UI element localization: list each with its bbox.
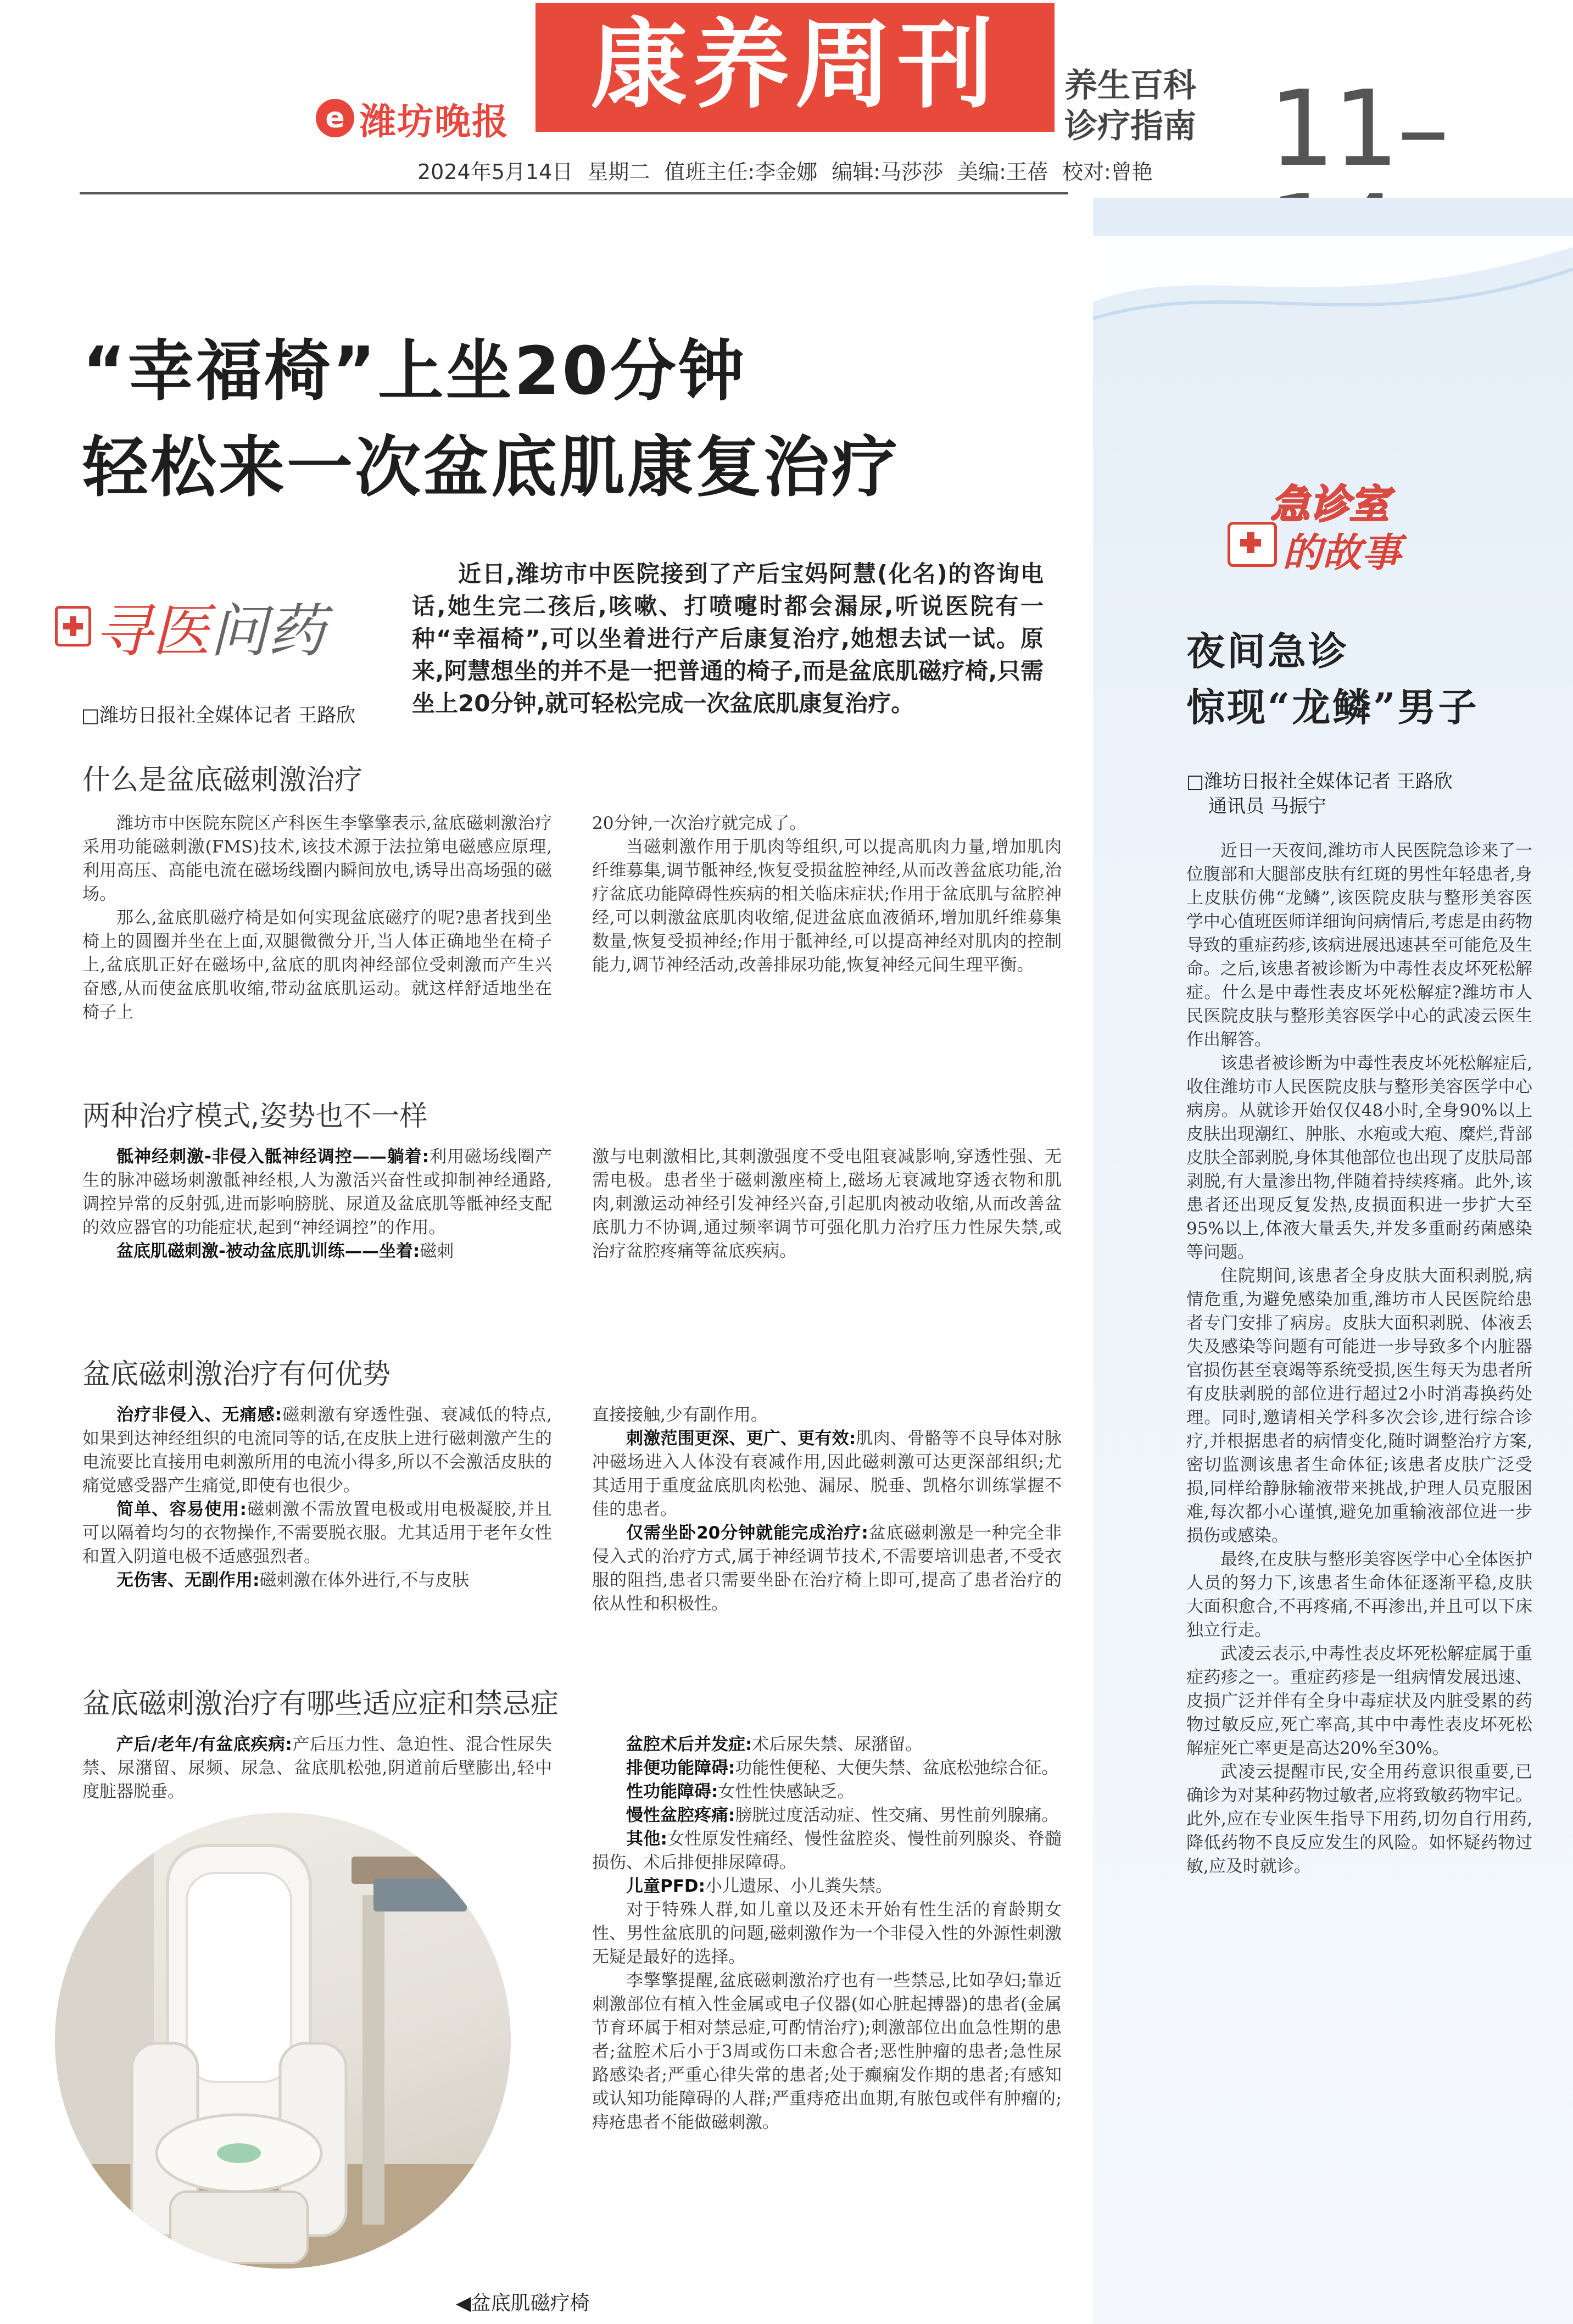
paragraph	[82, 1498, 552, 1569]
paragraph	[592, 1757, 1062, 1780]
paragraph-text: 盆底磁刺激是一种完全非侵入式的治疗方式,属于神经调节技术,不需要培训患者,不受衣服的阻挡,患者只需要坐卧在治疗椅上即可,提高了患者治疗的依从性和积极性。	[592, 1523, 1062, 1614]
bold-lead: 简单、容易使用:	[116, 1500, 247, 1519]
section-heading: 盆底磁刺激治疗有何优势	[82, 1358, 391, 1391]
section-4-right-column	[592, 1733, 1062, 2134]
column-tag-text-1: 急诊室	[1270, 481, 1390, 527]
paragraph	[592, 1733, 1062, 1757]
column-tag-text-2: 的故事	[1282, 530, 1402, 576]
paragraph	[592, 1780, 1062, 1804]
paragraph: 武凌云表示,中毒性表皮坏死松解症属于重症药疹之一。重症药疹是一组病情发展迅速、皮损广泛并伴有全身中毒症状及内脏受累的药物过敏反应,死亡率高,其中中毒性表皮坏死松解症死亡率更是高达20%至30%。	[1186, 1644, 1532, 1758]
bold-lead: 治疗非侵入、无痛感:	[116, 1405, 282, 1425]
section-3-left-column	[82, 1403, 552, 1592]
paragraph-text: 膀胱过度活动症、性交痛、男性前列腺痛。	[735, 1805, 1059, 1825]
date-editor-line: 2024年5月14日 星期二 值班主任:李金娜 编辑:马莎莎 美编:王蓓 校对:曾艳	[417, 160, 1153, 184]
paragraph-text: 女性性快感缺乏。	[718, 1782, 855, 1802]
section-subtitle-2: 诊疗指南	[1064, 107, 1196, 146]
side-byline-1: □潍坊日报社全媒体记者 王路欣	[1186, 771, 1453, 793]
paragraph-text: 术后尿失禁、尿潴留。	[752, 1735, 923, 1754]
section-1-left-column	[82, 812, 552, 1024]
paragraph-text: 小儿遗尿、小儿粪失禁。	[705, 1876, 893, 1896]
paragraph-text: 女性原发性痛经、慢性盆腔炎、慢性前列腺炎、脊髓损伤、术后排便排尿障碍。	[592, 1829, 1062, 1872]
paragraph: 最终,在皮肤与整形美容医学中心全体医护人员的努力下,该患者生命体征逐渐平稳,皮肤大面积愈合,不再疼痛,不再渗出,并且可以下床独立行走。	[1186, 1550, 1532, 1640]
wave-decoration	[1093, 236, 1573, 335]
masthead-divider	[80, 192, 1068, 194]
paragraph	[82, 1240, 552, 1263]
paragraph	[82, 1569, 552, 1592]
column-tag-jizhen	[1228, 472, 1480, 576]
bold-lead: 无伤害、无副作用:	[116, 1570, 260, 1590]
paragraph	[82, 1145, 552, 1240]
headline-line-2: 轻松来一次盆底肌康复治疗	[82, 430, 900, 506]
bold-lead: 仅需坐卧20分钟就能完成治疗:	[626, 1523, 868, 1543]
section-2-right-column	[592, 1145, 1062, 1263]
paragraph	[82, 1733, 552, 1804]
section-heading: 盆底磁刺激治疗有哪些适应症和禁忌症	[82, 1688, 559, 1720]
section-1-right-column	[592, 812, 1062, 977]
paragraph-text: 磁刺激在体外进行,不与皮肤	[259, 1570, 470, 1590]
section-title-box	[536, 3, 1055, 132]
bold-lead: 盆腔术后并发症:	[626, 1735, 752, 1754]
bold-lead: 儿童PFD:	[626, 1876, 706, 1896]
section-2-left-column	[82, 1145, 552, 1263]
paragraph-text: 肌肉、骨骼等不良导体对脉冲磁场进入人体没有衰减作用,因此磁刺激可达更深部组织;尤其适用于重度盆底肌肉松弛、漏尿、脱垂、凯格尔训练掌握不佳的患者。	[592, 1429, 1062, 1519]
side-title-line-1: 夜间急诊	[1186, 628, 1349, 674]
section-heading: 两种治疗模式,姿势也不一样	[82, 1100, 428, 1133]
paragraph-text: 利用磁场线圈产生的脉冲磁场刺激骶神经根,人为激活兴奋性或抑制神经通路,调控异常的反射弧,进而影响膀胱、尿道及盆底肌等骶神经支配的效应器官的功能症状,起到“神经调控”的作用。	[82, 1147, 553, 1238]
bold-lead: 产后/老年/有盆底疾病:	[116, 1735, 292, 1754]
paragraph-text: 产后压力性、急迫性、混合性尿失禁、尿潴留、尿频、尿急、盆底肌松弛,阴道前后壁膨出,轻中度脏器脱垂。	[82, 1735, 553, 1802]
side-title-line-2: 惊现“龙鳞”男子	[1186, 684, 1479, 730]
bold-lead: 骶神经刺激-非侵入骶神经调控——躺着:	[116, 1147, 429, 1167]
side-byline-2: 通讯员 马振宁	[1208, 795, 1326, 817]
headline-line-1: “幸福椅”上坐20分钟	[82, 333, 746, 410]
byline: □潍坊日报社全媒体记者 王路欣	[81, 705, 356, 727]
paragraph	[592, 1427, 1062, 1522]
e-logo-icon: e	[316, 99, 354, 137]
bold-lead: 排便功能障碍:	[626, 1758, 735, 1778]
paragraph: 当磁刺激作用于肌肉等组织,可以提高肌肉力量,增加肌肉纤维募集,调节骶神经,恢复受损盆腔神经,从而改善盆底功能,治疗盆底功能障碍性疾病的相关临床症状;作用于盆底肌与盆腔神经,可以刺激盆底肌肉收缩,促进盆底血液循环,增加肌纤维募集数量,恢复受损神经;作用于骶神经,可以提高神经对肌肉的控制能力,调节神经活动,改善排尿功能,恢复神经元间生理平衡。	[592, 837, 1062, 975]
section-3-right-column	[592, 1403, 1062, 1616]
page-range: 11–	[1269, 68, 1447, 190]
section-4-left-column	[82, 1733, 552, 1804]
paragraph	[592, 1827, 1062, 1875]
paragraph: 李擎擎提醒,盆底磁刺激治疗也有一些禁忌,比如孕妇;靠近刺激部位有植入性金属或电子仪器(如心脏起搏器)的患者(金属节育环属于相对禁忌症,可酌情治疗);刺激部位出血急性期的患者;盆腔术后小于3周或伤口未愈合者;恶性肿瘤的患者;急性尿路感染者;严重心律失常的患者;处于癫痫发作期的患者;有感知或认知功能障碍的人群;严重痔疮出血期,有脓包或伴有肿瘤的;痔疮患者不能做磁刺激。	[592, 1971, 1062, 2132]
paragraph: 住院期间,该患者全身皮肤大面积剥脱,病情危重,为避免感染加重,潍坊市人民医院给患者专门安排了病房。皮肤大面积剥脱、体液丢失及感染等问题有可能进一步导致多个内脏器官损伤甚至衰竭等系统受损,医生每天为患者所有皮肤剥脱的部位进行超过2小时消毒换药处理。同时,邀请相关学科多次会诊,进行综合诊疗,并根据患者的病情变化,随时调整治疗方案,密切监测该患者生命体征;该患者皮肤广泛受损,同样给静脉输液带来挑战,护理人员克服困难,每次都小心谨慎,避免加重输液部位进一步损伤或感染。	[1186, 1266, 1532, 1546]
paragraph-text: 磁刺激不需放置电极或用电极凝胶,并且可以隔着均匀的衣物操作,不需要脱衣服。尤其适用于老年女性和置入阴道电极不适感强烈者。	[82, 1500, 552, 1567]
treatment-chair-photo	[55, 1813, 511, 2269]
first-aid-kit-icon	[1228, 522, 1277, 567]
column-tag-xunyi	[55, 585, 325, 667]
paragraph: 近日一天夜间,潍坊市人民医院急诊来了一位腹部和大腿部皮肤有红斑的男性年轻患者,身上皮肤仿佛“龙鳞”,该医院皮肤与整形美容医学中心值班医师详细询问病情后,考虑是由药物导致的重症药疹,该病进展迅速甚至可能危及生命。之后,该患者被诊断为中毒性表皮坏死松解症。什么是中毒性表皮坏死松解症?潍坊市人民医院皮肤与整形美容医学中心的武凌云医生作出解答。	[1186, 841, 1532, 1050]
paragraph: 直接接触,少有副作用。	[592, 1405, 768, 1425]
side-article-body	[1186, 839, 1532, 1879]
paragraph: 武凌云提醒市民,安全用药意识很重要,已确诊为对某种药物过敏者,应将致敏药物牢记。此外,应在专业医生指导下用药,切勿自行用药,降低药物不良反应发生的风险。如怀疑药物过敏,应及时就诊。	[1186, 1762, 1532, 1876]
paragraph	[592, 1522, 1062, 1616]
paragraph: 对于特殊人群,如儿童以及还未开始有性生活的育龄期女性、男性盆底肌的问题,磁刺激作为一个非侵入性的外源性刺激无疑是最好的选择。	[592, 1900, 1062, 1967]
section-title: 康养周刊	[590, 8, 1000, 121]
paragraph: 潍坊市中医院东院区产科医生李擎擎表示,盆底磁刺激治疗采用功能磁刺激(FMS)技术,该技术源于法拉第电磁感应原理,利用高压、高能电流在磁场线圈内瞬间放电,诱导出高场强的磁场。	[82, 813, 552, 904]
section-subtitle-1: 养生百科	[1064, 66, 1196, 105]
paragraph: 20分钟,一次治疗就完成了。	[592, 813, 807, 833]
paragraph	[82, 1403, 552, 1498]
bold-lead: 其他:	[626, 1829, 667, 1849]
paragraph	[592, 1804, 1062, 1827]
column-tag-text-1: 寻医	[94, 597, 210, 665]
paragraph: 该患者被诊断为中毒性表皮坏死松解症后,收住潍坊市人民医院皮肤与整形美容医学中心病房。从就诊开始仅仅48小时,全身90%以上皮肤出现潮红、肿胀、水疱或大疱、糜烂,背部皮肤全部剥脱,身体其他部位也出现了皮肤局部剥脱,有大量渗出物,伴随着持续疼痛。此外,该患者还出现反复发热,皮损面积进一步扩大至95%以上,体液大量丢失,并发多重耐药菌感染等问题。	[1186, 1054, 1532, 1262]
bold-lead: 刺激范围更深、更广、更有效:	[626, 1429, 856, 1448]
paragraph: 那么,盆底肌磁疗椅是如何实现盆底磁疗的呢?患者找到坐椅上的圆圈并坐在上面,双腿微微分开,当人体正确地坐在椅子上,盆底肌正好在磁场中,盆底的肌肉神经部位受刺激而产生兴奋感,从而使盆底肌收缩,带动盆底肌运动。就这样舒适地坐在椅子上	[82, 908, 552, 1022]
paragraph-text: 磁刺	[420, 1241, 454, 1261]
bold-lead: 盆底肌磁刺激-被动盆底肌训练——坐着:	[116, 1241, 420, 1261]
paragraph-text: 磁刺激有穿透性强、衰减低的特点,如果到达神经组织的电流同等的话,在皮肤上进行磁刺激产生的电流要比直接用电刺激所用的电流小得多,所以不会激活皮肤的痛觉感受器产生痛觉,即使有也很少。	[82, 1405, 552, 1496]
bold-lead: 慢性盆腔疼痛:	[626, 1805, 735, 1825]
lead-paragraph: 近日,潍坊市中医院接到了产后宝妈阿慧(化名)的咨询电话,她生完二孩后,咳嗽、打喷嚏时都会漏尿,听说医院有一种“幸福椅”,可以坐着进行产后康复治疗,她想去试一试。原来,阿慧想坐的并不是一把普通的椅子,而是盆底肌磁疗椅,只需坐上20分钟,就可轻松完成一次盆底肌康复治疗。	[412, 560, 1044, 717]
paragraph	[592, 1875, 1062, 1898]
column-tag-text-2: 问药	[210, 597, 326, 665]
paragraph-text: 功能性便秘、大便失禁、盆底松弛综合征。	[735, 1758, 1059, 1778]
photo-caption: ◀盆底肌磁疗椅	[456, 2292, 590, 2315]
newspaper-name: 潍坊晚报	[360, 100, 509, 143]
section-heading: 什么是盆底磁刺激治疗	[82, 764, 363, 796]
newspaper-logo	[316, 91, 509, 146]
bold-lead: 性功能障碍:	[626, 1782, 718, 1802]
chair-illustration	[55, 1813, 511, 2269]
paragraph: 激与电刺激相比,其刺激强度不受电阻衰减影响,穿透性强、无需电极。患者坐于磁刺激座椅上,磁场无衰减地穿透衣物和肌肉,刺激运动神经引发神经兴奋,引起肌肉被动收缩,从而改善盆底肌力不协调,通过频率调节可强化肌力治疗压力性尿失禁,或治疗盆腔疼痛等盆底疾病。	[592, 1147, 1062, 1261]
medical-kit-icon	[55, 606, 91, 647]
